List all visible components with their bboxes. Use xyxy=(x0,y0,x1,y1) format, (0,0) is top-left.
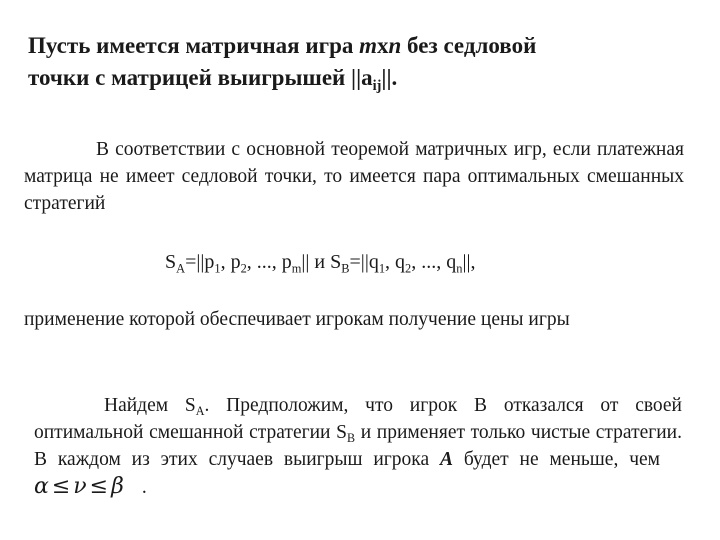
subscript-a: A xyxy=(195,404,205,419)
formula-sub-n: n xyxy=(456,261,463,276)
theorem-paragraph xyxy=(24,136,684,217)
formula-part: , ..., q xyxy=(411,251,457,273)
slide-title xyxy=(28,30,698,94)
title-line2-start: точки с матрицей выигрышей ||a xyxy=(28,65,373,90)
theorem-paragraph-text: В соответствии с основной теоремой матричных игр, если платежная матрица не имеет седловой точки, то имеется пара оптимальных смешанных стратегий xyxy=(24,139,684,214)
nu-symbol: ν xyxy=(73,474,87,499)
beta-symbol: β xyxy=(111,474,124,499)
formula-sub-1: 1 xyxy=(214,261,221,276)
alpha-symbol: α xyxy=(34,474,49,499)
formula-part: , p xyxy=(220,251,241,273)
formula-part: , ..., p xyxy=(246,251,292,273)
find-sa-text: . Предположим, что игрок В отказался от своей оптимальной смешанной стратегии S xyxy=(34,395,682,443)
formula-sub-m: m xyxy=(291,261,302,276)
formula-sub-2: 2 xyxy=(240,261,247,276)
formula-part: || и S xyxy=(301,251,342,273)
title-m: m xyxy=(359,33,377,58)
title-line1-end: без седловой xyxy=(401,33,537,58)
formula-sub-1: 1 xyxy=(378,261,386,276)
find-sa-text: Найдем S xyxy=(104,395,196,416)
find-sa-paragraph xyxy=(34,392,682,501)
title-subscript-ij: ij xyxy=(372,77,382,94)
formula-s: S xyxy=(165,251,177,273)
player-a: А xyxy=(440,449,454,470)
formula-sub-2: 2 xyxy=(405,261,412,276)
less-equal-symbol: ≤ xyxy=(89,474,109,499)
formula-part: =||p xyxy=(185,251,215,273)
formula-part: , q xyxy=(385,251,406,273)
find-sa-text: будет не меньше, чем xyxy=(453,449,660,470)
formula-part: =||q xyxy=(349,251,379,273)
subscript-b: B xyxy=(346,431,356,446)
title-line2-end: ||. xyxy=(381,65,398,90)
application-paragraph xyxy=(24,306,684,333)
formula-sub-a: A xyxy=(176,261,186,276)
formula-part: ||, xyxy=(462,251,476,273)
formula-sub-b: B xyxy=(341,261,350,276)
find-sa-text: и применяет только чистые стратегии. В каждом из этих случаев выигрыш игрока xyxy=(34,422,682,470)
inequality-formula xyxy=(34,474,124,499)
less-equal-symbol: ≤ xyxy=(51,474,71,499)
title-line1-start: Пусть имеется матричная игра xyxy=(28,33,360,58)
final-period: . xyxy=(141,477,147,498)
application-paragraph-text: применение которой обеспечивает игрокам получение цены игры xyxy=(24,309,570,330)
strategies-formula xyxy=(165,248,475,276)
title-n: n xyxy=(388,33,402,58)
title-times: x xyxy=(377,33,389,58)
